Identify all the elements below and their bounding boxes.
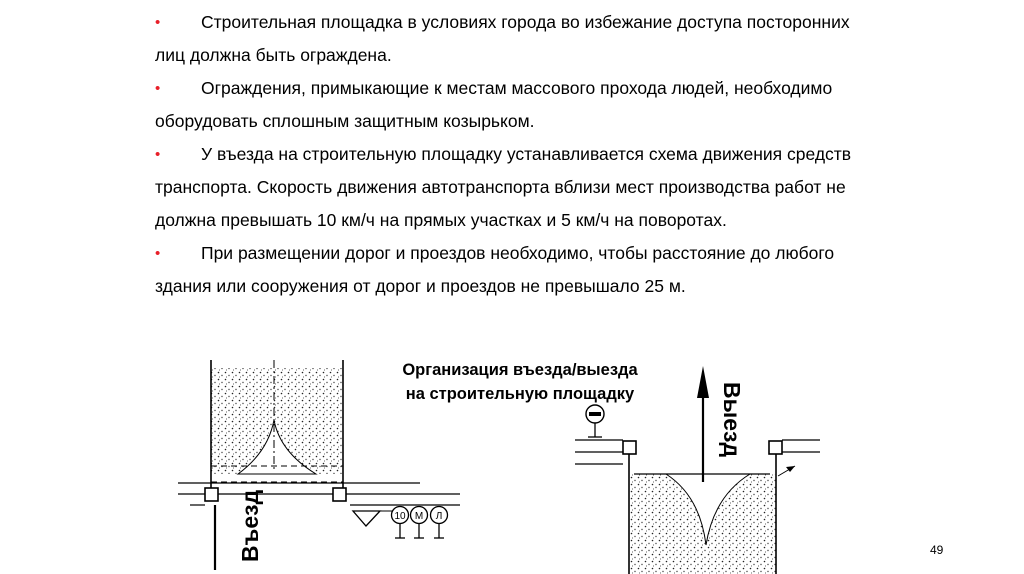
gate-post-right <box>769 441 782 454</box>
bullet-text: Ограждения, примыкающие к местам массового прохода людей, необходимо оборудовать сплошным защитным козырьком. <box>155 78 833 131</box>
sign-m-label: М <box>414 511 424 522</box>
bullet-marker: • <box>155 80 161 97</box>
sign-l <box>431 507 448 539</box>
bullet-marker: • <box>155 146 161 163</box>
page-number: 49 <box>930 543 944 557</box>
sign-m <box>411 507 428 539</box>
bullet-text: При размещении дорог и проездов необходимо, чтобы расстояние до любого здания или сооружения от дорог и проездов не превышало 25 м. <box>155 243 835 296</box>
speed-limit-sign <box>392 507 409 539</box>
caption-line: на строительную площадку <box>405 385 635 403</box>
gate-post-left <box>205 488 218 501</box>
exit-label: Выезд <box>719 382 745 458</box>
bullet-text: У въезда на строительную площадку устанавливается схема движения средств транспорта. Скорость движения автотранспорта вблизи мест производства работ не должна превышать 10 км/ч на прямых участках и 5 км/ч на поворотах. <box>155 144 852 230</box>
entry-label: Въезд <box>237 489 263 562</box>
sign-l-label: Л <box>435 511 443 522</box>
bullet-marker: • <box>155 14 161 31</box>
warning-triangle-icon <box>353 511 380 526</box>
bullet-marker: • <box>155 245 161 262</box>
diagram-caption <box>360 358 680 406</box>
gate-post-right <box>333 488 346 501</box>
bullet-text: Строительная площадка в условиях города во избежание доступа посторонних лиц должна быть ограждена. <box>155 12 850 65</box>
gate-post-left <box>623 441 636 454</box>
no-entry-sign <box>586 405 604 437</box>
speed-limit-value: 10 <box>394 511 406 522</box>
exit-arrow-icon <box>697 366 709 482</box>
caption-line: Организация въезда/выезда <box>402 361 638 379</box>
